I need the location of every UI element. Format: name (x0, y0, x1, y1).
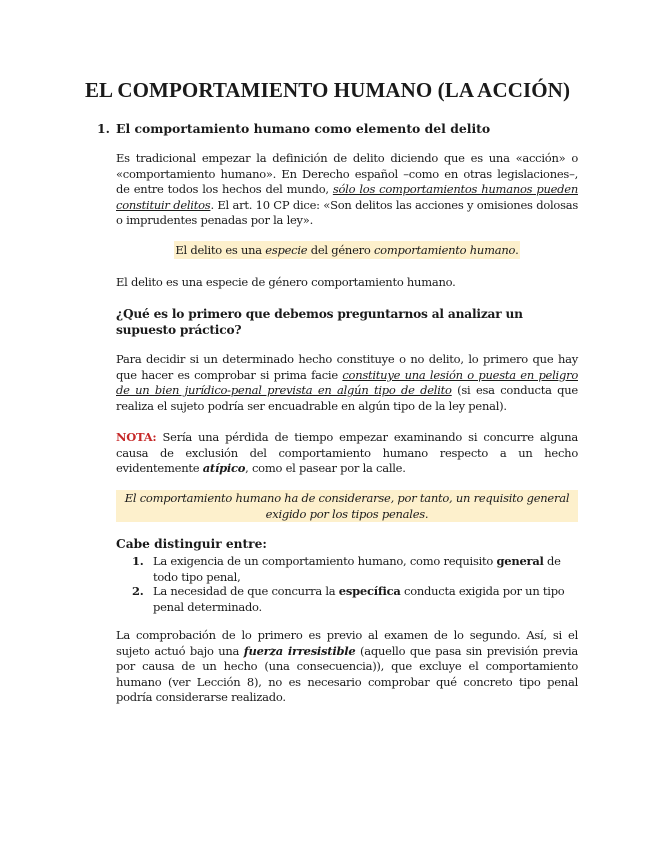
first-step-paragraph (116, 352, 578, 414)
list-item (132, 584, 578, 615)
note-text-end: , como el pasear por la calle. (245, 461, 406, 476)
hl-period: . (515, 243, 519, 257)
highlight-definition-text (174, 241, 519, 259)
intro-emphasis: sólo los comportamientos humanos pueden constituir delitos (116, 182, 579, 212)
conclusion-text-end: (aquello que pasa sin previsión previa por causa de un hecho (una consecuencia)), que excluye el comportamiento humano (ver Lección 8), no es necesario comprobar qué concreto tipo penal podría considerarse realizado. (116, 643, 578, 705)
note-paragraph (116, 430, 578, 477)
section-number: 1. (97, 121, 110, 136)
list-text-end: conducta exigida por un tipo penal determinado. (153, 584, 565, 614)
list-number: 2. (132, 584, 144, 598)
intro-paragraph (116, 151, 578, 229)
note-text: Sería una pérdida de tiempo empezar examinando si concurre alguna causa de exclusión del comportamiento humano respecto a un hecho evidentemente (116, 430, 578, 476)
highlight-requirement: El comportamiento humano ha de considerarse, por tanto, un requisito general exigido por los tipos penales. (116, 490, 578, 522)
first-step-emphasis: constituye una lesión o puesta en peligro de un bien jurídico-penal prevista en algún tipo de delito (116, 367, 578, 398)
highlight-definition (116, 243, 578, 259)
list-item (132, 554, 578, 585)
first-step-text-end: (si esa conducta que realiza el sujeto podría ser encuadrable en algún tipo de la ley penal). (116, 383, 578, 413)
summary-paragraph: El delito es una especie de género comportamiento humano. (116, 275, 456, 289)
list-text: La necesidad de que concurra la (153, 584, 339, 598)
list-item-text (153, 584, 578, 615)
hl-text-2: del género (307, 243, 374, 257)
intro-text: Es tradicional empezar la definición de delito diciendo que es una «acción» o «comportamiento humano». En Derecho español –como en otras legislaciones–, de entre todos los hechos del mundo, (116, 151, 578, 197)
section-heading (97, 121, 490, 136)
list-item-text (153, 554, 578, 585)
conclusion-text: La comprobación de lo primero es previo al examen de lo segundo. Así, si el sujeto actuó bajo una (116, 628, 578, 658)
list-text: La exigencia de un comportamiento humano, como requisito (153, 554, 497, 568)
note-atypical: atípico (202, 461, 246, 476)
distinguish-heading: Cabe distinguir entre: (116, 537, 267, 551)
question-heading: ¿Qué es lo primero que debemos preguntarnos al analizar un supuesto práctico? (116, 307, 523, 337)
section-heading-text: El comportamiento humano como elemento del delito (116, 121, 491, 136)
note-label: NOTA: (116, 430, 157, 444)
conclusion-paragraph (116, 628, 578, 706)
page-title: EL COMPORTAMIENTO HUMANO (LA ACCIÓN) (84, 78, 571, 102)
irresistible-force: fuerza irresistible (243, 643, 356, 658)
hl-human-behaviour: comportamiento humano (373, 243, 516, 257)
intro-text-end: . El art. 10 CP dice: «Son delitos las acciones y omisiones dolosas o imprudentes penadas por la ley». (116, 197, 578, 228)
hl-species: especie (265, 243, 308, 257)
hl-text: El delito es una (175, 243, 266, 257)
list-text-end: de todo tipo penal, (153, 554, 561, 584)
list-emphasis: general (496, 554, 544, 568)
list-emphasis: específica (338, 584, 401, 598)
first-step-text: Para decidir si un determinado hecho constituye o no delito, lo primero que hay que hacer es comprobar si prima facie (116, 352, 578, 382)
list-number: 1. (132, 554, 144, 568)
